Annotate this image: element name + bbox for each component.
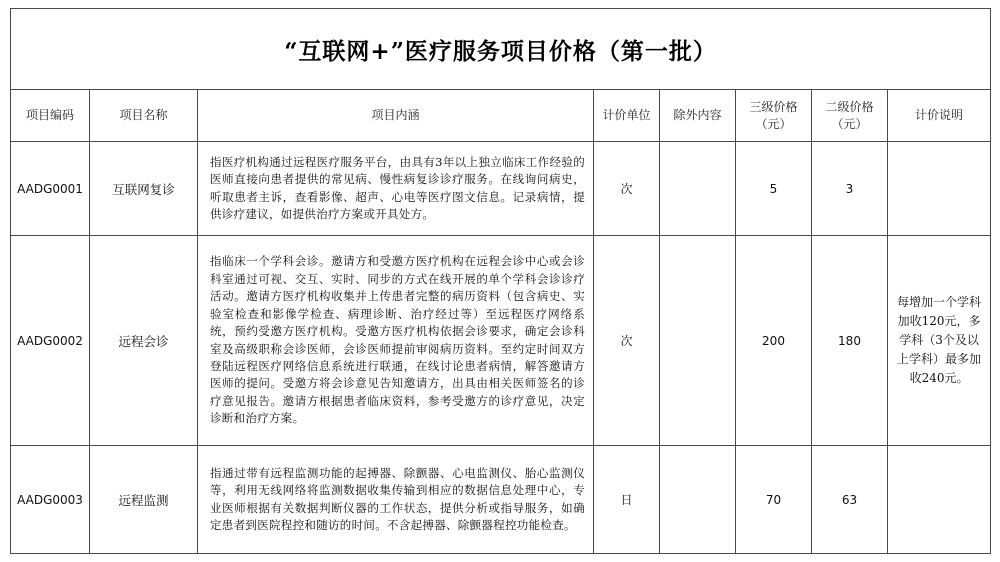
table-row [11,446,991,554]
row-excluded [660,446,736,554]
row-level2-price: 3 [812,142,888,236]
row-name: 互联网复诊 [90,142,198,236]
header-level2-price: 二级价格（元） [812,90,888,142]
row-code: AADG0001 [11,142,90,236]
table-title: “互联网+”医疗服务项目价格（第一批） [11,9,991,90]
row-level3-price: 200 [736,236,812,446]
price-table-sheet [10,8,990,554]
row-note [888,446,991,554]
row-code: AADG0002 [11,236,90,446]
table-row [11,142,991,236]
row-level2-price: 180 [812,236,888,446]
row-excluded [660,142,736,236]
row-content: 指通过带有远程监测功能的起搏器、除颤器、心电监测仪、胎心监测仪等，利用无线网络将监测数据收集传输到相应的数据信息处理中心，专业医师根据有关数据判断仪器的工作状态，提供分析或指导服务，如确定患者到医院程控和随访的时间。不含起搏器、除颤器程控功能检查。 [198,446,594,554]
header-content: 项目内涵 [198,90,594,142]
row-content: 指医疗机构通过远程医疗服务平台，由具有3年以上独立临床工作经验的医师直接向患者提供的常见病、慢性病复诊诊疗服务。在线询问病史，听取患者主诉，查看影像、超声、心电等医疗图文信息。记录病情，提供诊疗建议，如提供治疗方案或开具处方。 [198,142,594,236]
header-unit: 计价单位 [594,90,660,142]
row-note: 每增加一个学科加收120元，多学科（3个及以上学科）最多加收240元。 [888,236,991,446]
row-level2-price: 63 [812,446,888,554]
header-name: 项目名称 [90,90,198,142]
table-row [11,236,991,446]
row-code: AADG0003 [11,446,90,554]
row-level3-price: 5 [736,142,812,236]
header-code: 项目编码 [11,90,90,142]
row-level3-price: 70 [736,446,812,554]
row-note [888,142,991,236]
header-excluded: 除外内容 [660,90,736,142]
row-unit: 次 [594,142,660,236]
row-unit: 次 [594,236,660,446]
header-row [11,90,991,142]
row-excluded [660,236,736,446]
row-name: 远程监测 [90,446,198,554]
header-level3-price: 三级价格（元） [736,90,812,142]
row-name: 远程会诊 [90,236,198,446]
header-note: 计价说明 [888,90,991,142]
price-table [10,8,991,554]
row-content: 指临床一个学科会诊。邀请方和受邀方医疗机构在远程会诊中心或会诊科室通过可视、交互、实时、同步的方式在线开展的单个学科会诊诊疗活动。邀请方医疗机构收集并上传患者完整的病历资料（包含病史、实验室检查和影像学检查、病理诊断、治疗经过等）至远程医疗网络系统，预约受邀方医疗机构。受邀方医疗机构依据会诊要求，确定会诊科室及高级职称会诊医师，会诊医师提前审阅病历资料。至约定时间双方登陆远程医疗网络信息系统进行联通，在线讨论患者病情，解答邀请方医师的提问。受邀方将会诊意见告知邀请方，出具由相关医师签名的诊疗意见报告。邀请方根据患者临床资料，参考受邀方的诊疗意见，决定诊断和治疗方案。 [198,236,594,446]
row-unit: 日 [594,446,660,554]
